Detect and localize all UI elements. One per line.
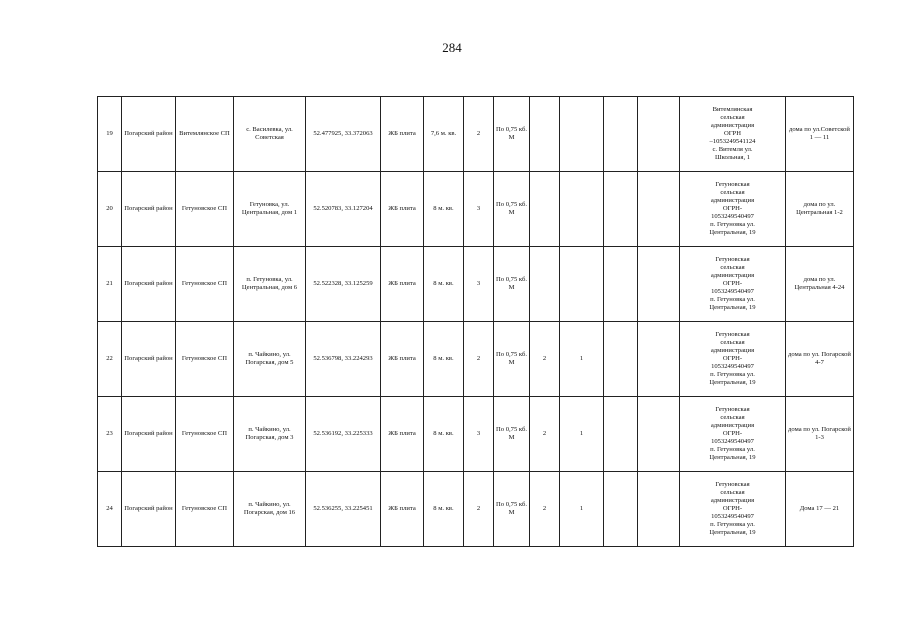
admin-line: ОГРН- (722, 280, 743, 288)
served-objects-cell: дома по ул. Погарской 1-3 (786, 397, 854, 472)
row-number: 23 (98, 397, 122, 472)
admin-line: 1053249540497 (711, 362, 754, 370)
surface-cell: ЖБ плита (381, 397, 424, 472)
surface-cell: ЖБ плита (381, 322, 424, 397)
admin-line: 1053249540497 (711, 287, 754, 295)
administration-cell (680, 397, 786, 472)
table-row (98, 322, 854, 397)
admin-line: сельская (720, 489, 745, 497)
coordinates-cell: 52.522328, 33.125259 (306, 247, 381, 322)
row-number: 20 (98, 172, 122, 247)
admin-line: сельская (720, 114, 745, 122)
address-cell: п. Чайкино, ул. Погарская, дом 3 (234, 397, 306, 472)
table-row (98, 397, 854, 472)
col11-cell: 1 (560, 322, 604, 397)
col10-cell: 2 (530, 472, 560, 547)
admin-line: администрация (710, 122, 755, 130)
containers-cell: 2 (464, 97, 494, 172)
coordinates-cell: 52.536798, 33.224293 (306, 322, 381, 397)
admin-line: ОГРН- (722, 430, 743, 438)
volume-cell: По 0,75 кб. М (494, 472, 530, 547)
address-cell: Гетуновка, ул. Центральная, дом 1 (234, 172, 306, 247)
administration-cell (680, 172, 786, 247)
admin-line: сельская (720, 414, 745, 422)
district-cell: Погарский район (122, 247, 176, 322)
address-cell: п. Гетуновка, ул. Центральная, дом 6 (234, 247, 306, 322)
admin-line: администрация (710, 197, 755, 205)
area-cell: 7,6 м. кв. (424, 97, 464, 172)
served-objects-cell: дома по ул.Советской 1 — 11 (786, 97, 854, 172)
admin-line: администрация (710, 347, 755, 355)
admin-line: п. Гетуновка ул. (710, 520, 755, 528)
admin-line: Центральная, 19 (709, 453, 756, 461)
admin-line: 1053249540497 (711, 437, 754, 445)
containers-cell: 3 (464, 172, 494, 247)
admin-line: администрация (710, 422, 755, 430)
administration-cell (680, 97, 786, 172)
address-cell: п. Чайкино, ул. Погарская, дом 5 (234, 322, 306, 397)
district-cell: Погарский район (122, 172, 176, 247)
district-cell: Погарский район (122, 97, 176, 172)
admin-line: с. Витемля ул. (712, 145, 753, 153)
settlement-cell: Гетуновское СП (176, 172, 234, 247)
table-row (98, 247, 854, 322)
admin-line: Школьная, 1 (714, 153, 751, 161)
col13-cell (638, 322, 680, 397)
col12-cell (604, 172, 638, 247)
served-objects-cell: дома по ул. Центральная 1-2 (786, 172, 854, 247)
surface-cell: ЖБ плита (381, 172, 424, 247)
containers-cell: 2 (464, 322, 494, 397)
area-cell: 8 м. кв. (424, 472, 464, 547)
admin-line: Центральная, 19 (709, 228, 756, 236)
settlement-cell: Гетуновское СП (176, 397, 234, 472)
admin-line: ОГРН- (722, 355, 743, 363)
admin-line: Гетуновская (715, 406, 750, 414)
administration-cell (680, 247, 786, 322)
volume-cell: По 0,75 кб. М (494, 397, 530, 472)
admin-line: п. Гетуновка ул. (710, 220, 755, 228)
admin-line: Гетуновская (715, 481, 750, 489)
containers-cell: 3 (464, 247, 494, 322)
served-objects-cell: дома по ул. Центральная 4-24 (786, 247, 854, 322)
coordinates-cell: 52.520783, 33.127204 (306, 172, 381, 247)
col10-cell: 2 (530, 397, 560, 472)
col11-cell (560, 172, 604, 247)
col13-cell (638, 247, 680, 322)
admin-line: п. Гетуновка ул. (710, 370, 755, 378)
col10-cell (530, 247, 560, 322)
col13-cell (638, 472, 680, 547)
surface-cell: ЖБ плита (381, 472, 424, 547)
admin-line: Гетуновская (715, 331, 750, 339)
admin-line: 1053249540497 (711, 512, 754, 520)
table-row (98, 97, 854, 172)
register-table (97, 96, 854, 547)
district-cell: Погарский район (122, 472, 176, 547)
table-row (98, 472, 854, 547)
table-row (98, 172, 854, 247)
surface-cell: ЖБ плита (381, 97, 424, 172)
district-cell: Погарский район (122, 397, 176, 472)
row-number: 21 (98, 247, 122, 322)
admin-line: –1053249541124 (709, 137, 756, 145)
settlement-cell: Гетуновское СП (176, 322, 234, 397)
col13-cell (638, 97, 680, 172)
district-cell: Погарский район (122, 322, 176, 397)
admin-line: ОГРН (723, 130, 741, 138)
admin-line: ОГРН- (722, 505, 743, 513)
row-number: 19 (98, 97, 122, 172)
col12-cell (604, 247, 638, 322)
admin-line: сельская (720, 189, 745, 197)
area-cell: 8 м. кв. (424, 322, 464, 397)
col11-cell (560, 247, 604, 322)
col11-cell: 1 (560, 397, 604, 472)
address-cell: п. Чайкино, ул. Погарская, дом 16 (234, 472, 306, 547)
settlement-cell: Гетуновское СП (176, 247, 234, 322)
coordinates-cell: 52.536192, 33.225333 (306, 397, 381, 472)
col12-cell (604, 322, 638, 397)
admin-line: Гетуновская (715, 181, 750, 189)
volume-cell: По 0,75 кб. М (494, 247, 530, 322)
col11-cell: 1 (560, 472, 604, 547)
coordinates-cell: 52.477925, 33.372063 (306, 97, 381, 172)
admin-line: п. Гетуновка ул. (710, 295, 755, 303)
admin-line: 1053249540497 (711, 212, 754, 220)
col12-cell (604, 472, 638, 547)
admin-line: Центральная, 19 (709, 378, 756, 386)
admin-line: п. Гетуновка ул. (710, 445, 755, 453)
surface-cell: ЖБ плита (381, 247, 424, 322)
area-cell: 8 м. кв. (424, 247, 464, 322)
col10-cell (530, 172, 560, 247)
volume-cell: По 0,75 кб. М (494, 97, 530, 172)
address-cell: с. Василевка, ул. Советская (234, 97, 306, 172)
settlement-cell: Гетуновское СП (176, 472, 234, 547)
admin-line: Витемлянская (712, 106, 753, 114)
col10-cell: 2 (530, 322, 560, 397)
administration-cell (680, 472, 786, 547)
administration-cell (680, 322, 786, 397)
volume-cell: По 0,75 кб. М (494, 322, 530, 397)
admin-line: администрация (710, 272, 755, 280)
admin-line: администрация (710, 497, 755, 505)
admin-line: ОГРН- (722, 205, 743, 213)
containers-cell: 2 (464, 472, 494, 547)
col10-cell (530, 97, 560, 172)
row-number: 22 (98, 322, 122, 397)
admin-line: сельская (720, 339, 745, 347)
col12-cell (604, 97, 638, 172)
coordinates-cell: 52.536255, 33.225451 (306, 472, 381, 547)
served-objects-cell: дома по ул. Погарской 4-7 (786, 322, 854, 397)
col13-cell (638, 172, 680, 247)
volume-cell: По 0,75 кб. М (494, 172, 530, 247)
served-objects-cell: Дома 17 — 21 (786, 472, 854, 547)
settlement-cell: Витемлянское СП (176, 97, 234, 172)
row-number: 24 (98, 472, 122, 547)
area-cell: 8 м. кв. (424, 397, 464, 472)
col11-cell (560, 97, 604, 172)
col12-cell (604, 397, 638, 472)
admin-line: Центральная, 19 (709, 303, 756, 311)
col13-cell (638, 397, 680, 472)
containers-cell: 3 (464, 397, 494, 472)
admin-line: Гетуновская (715, 256, 750, 264)
admin-line: Центральная, 19 (709, 528, 756, 536)
area-cell: 8 м. кв. (424, 172, 464, 247)
admin-line: сельская (720, 264, 745, 272)
page-number: 284 (442, 40, 462, 55)
